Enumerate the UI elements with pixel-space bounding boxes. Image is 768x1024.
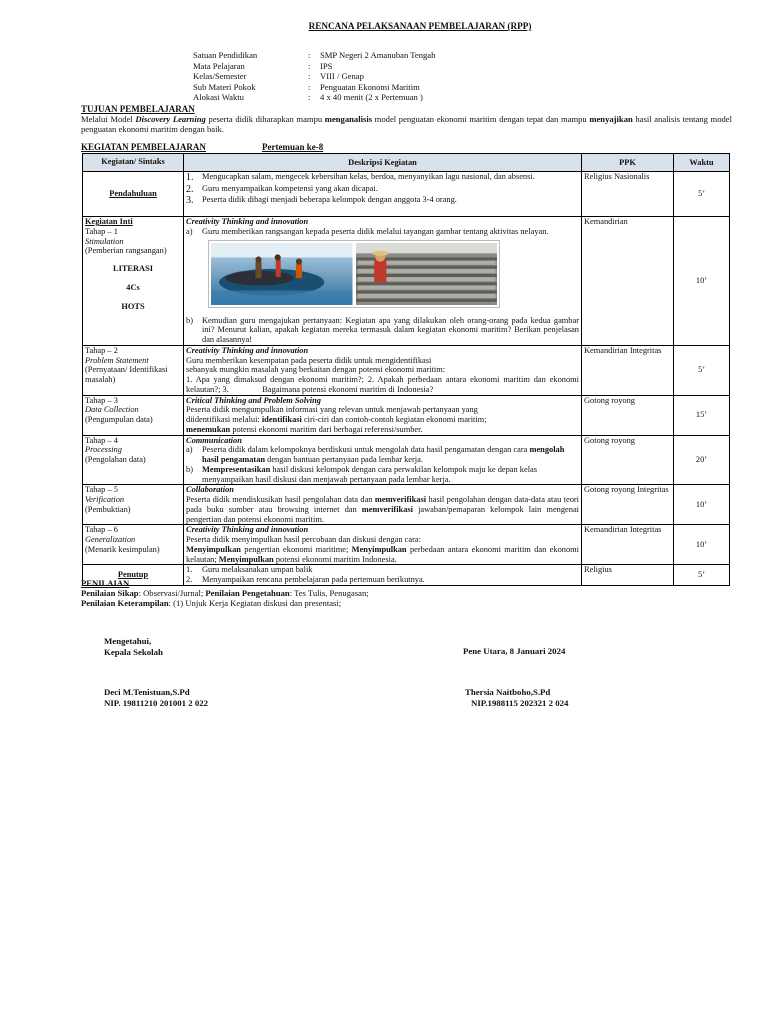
- keyword: Menyimpulkan: [218, 554, 274, 564]
- penilaian-section: [81, 578, 732, 608]
- inti-label: Kegiatan Inti: [85, 217, 133, 226]
- list-item-text: Peserta didik dibagi menjadi beberapa kelompok dengan anggota 3-4 orang.: [202, 195, 457, 205]
- table-row: [83, 345, 730, 395]
- waktu-cell: 10’: [674, 485, 730, 525]
- tahap-desc: [184, 435, 582, 485]
- text: Melalui Model: [81, 114, 136, 124]
- text: hasil diskusi kelompok dengan cara perwakilan kelompok maju ke depan kelas menyampaikan hasil diskusi dan menjawab pertanyaan pada lembar kerja.: [202, 464, 538, 484]
- tahap-sub: (Pemberian rangsangan): [85, 246, 167, 256]
- tag-hots: HOTS: [121, 301, 145, 311]
- identity-row: [193, 50, 435, 61]
- keyword: menganalisis: [324, 114, 373, 124]
- identity-key: Mata Pelajaran: [193, 60, 245, 71]
- keyword: memverifikasi: [374, 495, 427, 504]
- list-item: 2. Guru menyampaikan kompetensi yang akan dicapai.: [186, 184, 579, 196]
- list-item: 2. Menyampaikan rencana pembelajaran pada pertemuan berikutnya.: [186, 575, 579, 585]
- table-row: [83, 485, 730, 525]
- text: dengan bantuan pertanyaan pada lembar kerja.: [265, 455, 423, 464]
- tahap-label: Tahap – 2: [85, 345, 118, 355]
- identity-colon: :: [308, 60, 311, 71]
- question-text: Bagaimana potensi ekonomi maritim di Indonesia?: [262, 384, 434, 394]
- text: diidentifikasi melalui:: [186, 415, 262, 424]
- keyword: Mempresentasikan: [202, 464, 271, 474]
- tahap-desc: [184, 485, 582, 525]
- tahap-label: Tahap – 3: [85, 395, 118, 405]
- table-row: [83, 395, 730, 435]
- tahap-desc: [184, 525, 582, 565]
- text: potensi ekonomi maritim Indonesia.: [273, 554, 397, 564]
- text: Peserta didik mendiskusikan hasil pengolahan data dan: [186, 495, 375, 504]
- value: : Observasi/Jurnal;: [138, 588, 206, 599]
- identity-colon: :: [308, 92, 311, 102]
- identity-value: Penguatan Ekonomi Maritim: [320, 81, 420, 92]
- activity-heading: Critical Thinking and Problem Solving: [186, 395, 321, 405]
- list-item-text: Kemudian guru mengajukan pertanyaan: Kegiatan apa yang dilakukan oleh orang-orang pada kedua gambar ini? Menurut kalian, apakah kegiatan mereka termasuk dalam kegiatan ekonomi maritim? Berikan penjelasan dan alasannya!: [202, 315, 579, 344]
- model-name: Discovery Learning: [135, 114, 206, 124]
- tahap-cell: [83, 525, 184, 565]
- list-item-text: [202, 465, 579, 485]
- keyword: menemukan: [186, 424, 231, 434]
- keyword: identifikasi: [261, 415, 302, 424]
- header-waktu: Waktu: [674, 154, 730, 172]
- keyword: memverifikasi: [361, 504, 413, 514]
- teacher-nip: NIP.1988115 202321 2 024: [471, 697, 569, 708]
- mengetahui-label: Mengetahui,: [104, 636, 152, 646]
- table-header-row: [83, 154, 730, 172]
- tahap-sub: (Pembuktian): [85, 504, 131, 514]
- tahap-name: Stimulation: [85, 236, 124, 246]
- label: Penilaian Pengetahuan: [205, 588, 290, 599]
- identity-value: SMP Negeri 2 Amanuban Tengah: [320, 50, 436, 60]
- list-item: [186, 465, 579, 485]
- activities-table: [82, 153, 730, 586]
- ppk-cell: Gotong royong Integritas: [582, 485, 674, 525]
- header-deskripsi: Deskripsi Kegiatan: [184, 154, 582, 172]
- penutup-label: Penutup: [117, 570, 149, 580]
- identity-colon: :: [308, 71, 311, 81]
- waktu-cell: 10’: [674, 525, 730, 565]
- waktu-cell: 15’: [674, 395, 730, 435]
- ppk-cell: Religius: [582, 565, 674, 586]
- list-item-text: Mengucapkan salam, mengecek kebersihan kelas, berdoa, menyanyikan lagu nasional, dan absensi.: [202, 172, 535, 181]
- identity-row: [193, 92, 435, 103]
- principal-title: [104, 636, 163, 657]
- text: Peserta didik dalam kelompoknya berdiskusi untuk mengolah data hasil pengamatan dengan cara: [202, 445, 530, 455]
- tahap-name: Problem Statement: [85, 355, 149, 365]
- value: : (1) Unjuk Kerja Kegiatan diskusi dan presentasi;: [168, 598, 342, 609]
- desc-line: Guru memberikan kesempatan pada peserta didik untuk mengidentifikasi: [186, 355, 432, 365]
- activity-heading: Communication: [186, 435, 242, 445]
- inti-desc: [184, 217, 582, 346]
- identity-value: 4 x 40 menit (2 x Pertemuan ): [320, 92, 423, 102]
- identity-colon: :: [308, 81, 311, 92]
- list-item-text: Menyampaikan rencana pembelajaran pada pertemuan berikutnya.: [202, 575, 425, 584]
- ppk-cell: Gotong royong: [582, 395, 674, 435]
- header-sintaks: Kegiatan/ Sintaks: [83, 154, 184, 172]
- text: perbedaan antara ekonomi maritim dan ekonomi kelautan;: [186, 544, 579, 564]
- text: peserta didik diharapkan mampu: [205, 114, 325, 124]
- text: potensi ekonomi maritim dari berbagai referensi/sumber.: [230, 424, 423, 434]
- penilaian-heading: PENILAIAN: [81, 578, 130, 588]
- document-title: RENCANA PELAKSANAAN PEMBELAJARAN (RPP): [308, 21, 532, 31]
- tahap-label: Tahap – 5: [85, 485, 118, 495]
- list-item: 1. Mengucapkan salam, mengecek kebersihan kelas, berdoa, menyanyikan lagu nasional, dan absensi.: [186, 172, 579, 184]
- activity-heading: Creativity Thinking and innovation: [186, 525, 309, 535]
- tahap-label: Tahap – 6: [85, 525, 118, 535]
- text: jawaban/pemaparan kelompok lain mengenai pengertian dan potensi ekonomi maritim.: [186, 504, 579, 524]
- list-item: 1. Guru melaksanakan umpan balik: [186, 565, 579, 575]
- identity-value: IPS: [320, 60, 333, 71]
- tahap-sub: (Pengumpulan data): [85, 415, 153, 424]
- text: ciri-ciri dan contoh-contoh kegiatan ekonomi maritim;: [301, 415, 487, 424]
- value: : Tes Tulis, Penugasan;: [289, 588, 369, 599]
- principal-name: Deci M.Tenistuan,S.Pd: [104, 687, 190, 697]
- identity-row: [193, 71, 435, 82]
- list-item: [186, 227, 579, 237]
- activity-heading: Collaboration: [186, 485, 234, 495]
- penilaian-line: [81, 588, 732, 598]
- teacher-signature: [465, 687, 568, 708]
- tahap-desc: [184, 345, 582, 395]
- keyword: Menyimpulkan: [351, 544, 407, 554]
- identity-key: Satuan Pendidikan: [193, 50, 258, 60]
- desc-line: [186, 375, 579, 395]
- tahap-name: Generalization: [85, 535, 136, 544]
- tahap-sub: (Pengolahan data): [85, 455, 146, 464]
- label: Penilaian Keterampilan: [81, 598, 169, 609]
- desc-line: Peserta didik mengumpulkan informasi yang relevan untuk menjawab pertanyaan yang: [186, 405, 478, 415]
- table-row: [83, 172, 730, 217]
- list-marker: a): [186, 445, 193, 455]
- keyword: Menyimpulkan: [186, 544, 241, 554]
- ppk-cell: Religius Nasionalis: [582, 172, 674, 217]
- principal-signature: [104, 687, 208, 708]
- tahap-sub: (Menarik kesimpulan): [85, 544, 160, 554]
- text: hasil analisis tentang model penguatan ekonomi maritim dengan baik.: [81, 114, 732, 135]
- question-text: 1. Apa yang dimaksud dengan ekonomi maritim?; 2. Apakah perbedaan antara ekonomi maritim dan ekonomi kelautan?; 3.: [186, 375, 579, 394]
- activity-heading: Creativity Thinking and innovation: [186, 217, 309, 226]
- tahap-label: Tahap – 1: [85, 226, 118, 236]
- list-item: [186, 316, 579, 345]
- identity-colon: :: [308, 50, 311, 60]
- list-item-text: Guru memberikan rangsangan kepada peserta didik melalui tayangan gambar tentang aktivitas nelayan.: [202, 226, 549, 236]
- list-item-text: Guru menyampaikan kompetensi yang akan dicapai.: [202, 183, 378, 193]
- tujuan-paragraph: [81, 114, 732, 134]
- ppk-cell: Kemandirian: [582, 217, 674, 346]
- fish-drying-photo: [356, 243, 498, 305]
- table-row: [83, 435, 730, 485]
- desc-line: sebanyak mungkin masalah yang berkaitan dengan potensi ekonomi maritim:: [186, 365, 446, 375]
- tahap-cell: [83, 485, 184, 525]
- pendahuluan-desc: [184, 172, 582, 217]
- desc-line: Peserta didik menyimpulkan hasil percobaan dan diskusi dengan cara:: [186, 535, 421, 544]
- list-marker: b): [186, 464, 193, 474]
- list-marker: b): [186, 315, 193, 325]
- list-item: 3. Peserta didik dibagi menjadi beberapa kelompok dengan anggota 3-4 orang.: [186, 195, 579, 207]
- waktu-cell: 5’: [674, 345, 730, 395]
- identity-key: Sub Materi Pokok: [193, 81, 256, 92]
- meeting-label: Pertemuan ke-8: [262, 142, 324, 152]
- tag-4cs: 4Cs: [126, 282, 140, 292]
- penilaian-line: [81, 598, 732, 608]
- identity-value: VIII / Genap: [320, 71, 364, 81]
- identity-key: Kelas/Semester: [193, 71, 247, 81]
- tahap-cell: [83, 345, 184, 395]
- text: model penguatan ekonomi maritim dengan tepat dan mampu: [372, 114, 590, 124]
- text: pengertian ekonomi maritime;: [240, 544, 352, 554]
- identity-block: [193, 50, 435, 103]
- ppk-cell: Kemandirian Integritas: [582, 345, 674, 395]
- pendahuluan-label: Pendahuluan: [109, 189, 157, 199]
- tahap-name: Data Collection: [85, 405, 139, 415]
- pendahuluan-cell: [83, 172, 184, 217]
- list-item-text: [202, 445, 579, 465]
- inti-cell: [83, 217, 184, 346]
- tahap-name: Verification: [85, 495, 125, 504]
- tahap-desc: [184, 395, 582, 435]
- identity-key: Alokasi Waktu: [193, 92, 244, 102]
- waktu-cell: 20’: [674, 435, 730, 485]
- activity-heading: Creativity Thinking and innovation: [186, 345, 309, 355]
- fishermen-photos: [208, 240, 500, 308]
- desc-line: [186, 425, 579, 435]
- tahap-cell: [83, 435, 184, 485]
- tahap-label: Tahap – 4: [85, 435, 118, 445]
- desc-line: [186, 415, 579, 425]
- place-date: Pene Utara, 8 Januari 2024: [463, 646, 566, 656]
- kegiatan-heading-row: [81, 142, 732, 153]
- ppk-cell: Gotong royong: [582, 435, 674, 485]
- tujuan-heading: TUJUAN PEMBELAJARAN: [81, 104, 195, 114]
- identity-row: [193, 82, 435, 93]
- desc-paragraph: [186, 545, 579, 565]
- identity-row: [193, 61, 435, 72]
- table-row: [83, 217, 730, 346]
- kegiatan-heading: KEGIATAN PEMBELAJARAN: [81, 142, 206, 152]
- keyword: mengolah hasil pengamatan: [202, 445, 565, 464]
- label: Penilaian Sikap: [81, 588, 139, 599]
- tag-literasi: LITERASI: [112, 264, 154, 273]
- text: hasil pengolahan dengan data-data atau teori pada buku sumber atau browsing internet dan: [186, 495, 580, 514]
- table-row: [83, 525, 730, 565]
- teacher-name: Thersia Naitboho,S.Pd: [465, 687, 551, 697]
- waktu-cell: 5’: [674, 565, 730, 586]
- principal-nip: NIP. 19811210 201001 2 022: [104, 697, 209, 708]
- tahap-cell: [83, 395, 184, 435]
- fishing-net-photo: [211, 243, 353, 305]
- list-item: [186, 445, 579, 465]
- waktu-cell: 5’: [674, 172, 730, 217]
- ppk-cell: Kemandirian Integritas: [582, 525, 674, 565]
- kepala-sekolah-label: Kepala Sekolah: [104, 646, 163, 657]
- desc-paragraph: [186, 495, 579, 524]
- list-marker: a): [186, 226, 193, 236]
- tahap-sub: (Pernyataan/ Identifikasi masalah): [85, 365, 168, 384]
- waktu-cell: 10’: [674, 217, 730, 346]
- keyword: menyajikan: [589, 114, 633, 124]
- header-ppk: PPK: [582, 154, 674, 172]
- list-item-text: Guru melaksanakan umpan balik: [202, 565, 313, 575]
- tahap-name: Processing: [85, 445, 122, 455]
